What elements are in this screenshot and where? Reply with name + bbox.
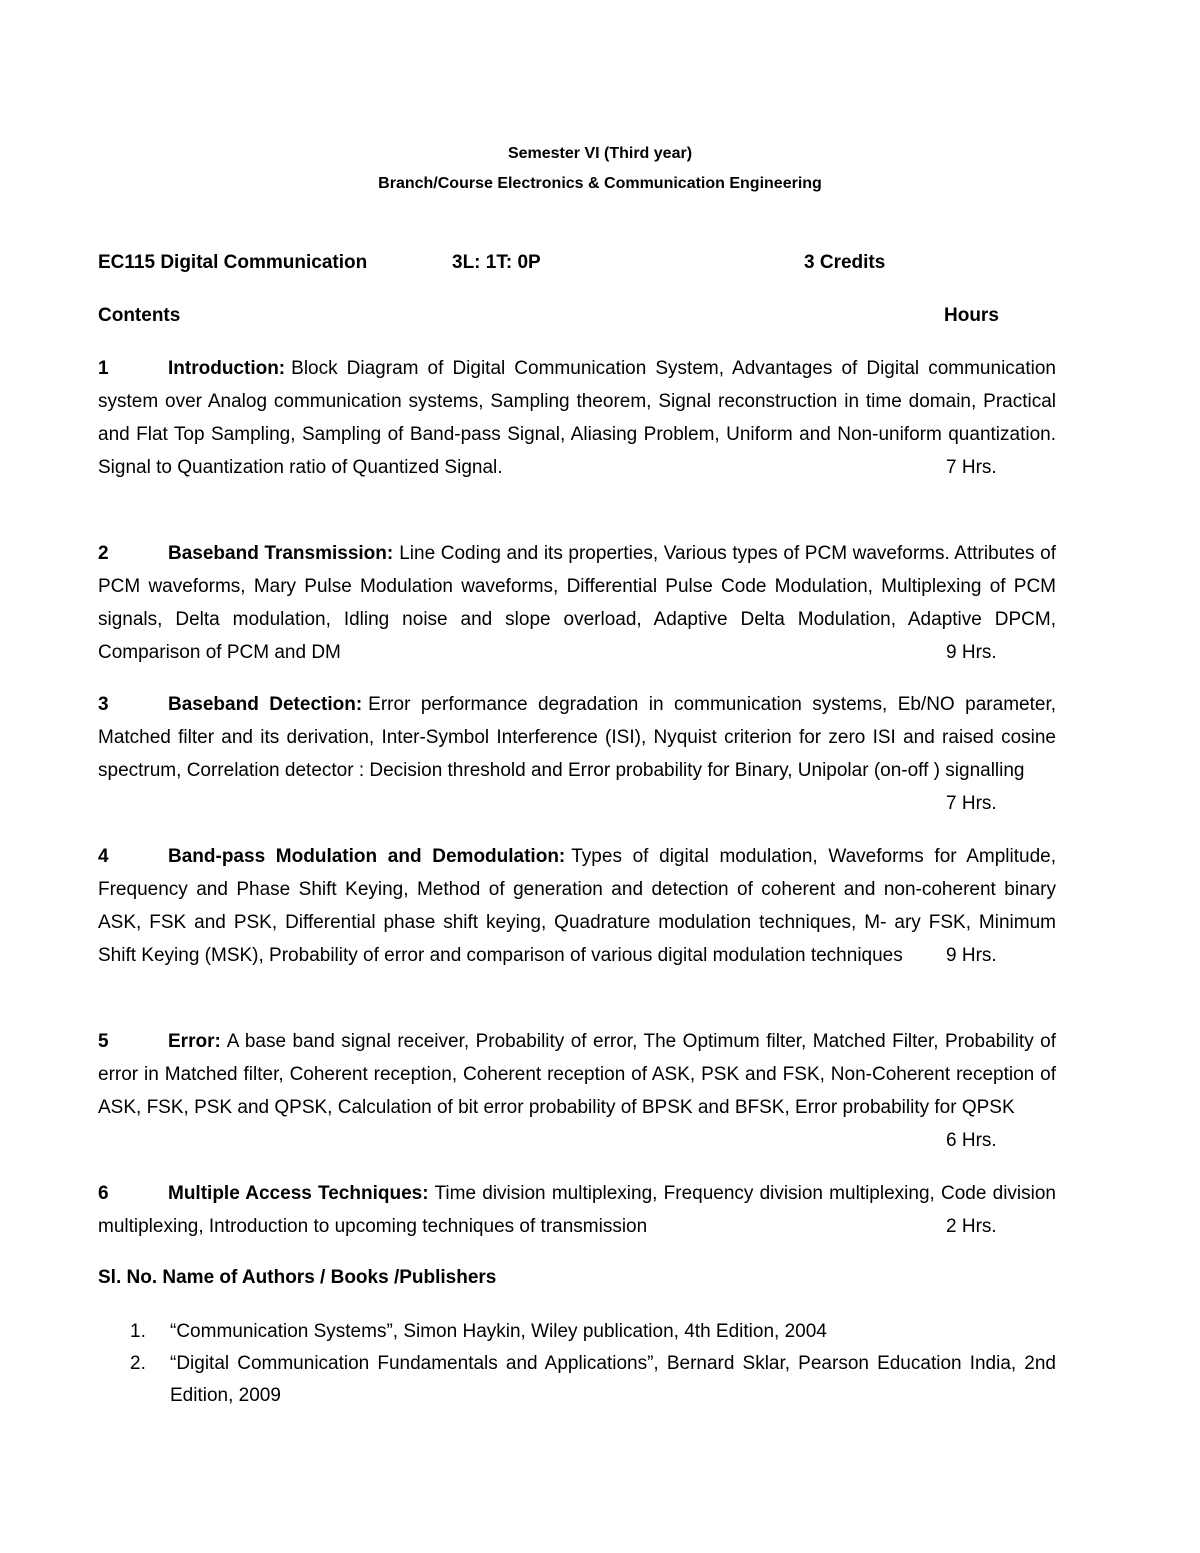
- unit-text: Block Diagram of Digital Communication System, Advantages of Digital communication system over Analog communication systems, Sampling theorem, Signal reconstruction in time domain, Practical and Flat Top Sampling, Sampling of Band-pass Signal, Aliasing Problem, Uniform and Non-uniform quantization. Signal to Quantization ratio of Quantized Signal.: [98, 358, 1056, 478]
- unit-1: [98, 352, 1056, 484]
- unit-number: 5: [98, 1031, 109, 1052]
- unit-heading: Error:: [168, 1031, 221, 1052]
- reference-number: 2.: [130, 1353, 146, 1374]
- reference-item: [130, 1316, 1056, 1348]
- unit-4: [98, 840, 1056, 972]
- course-ltp: 3L: 1T: 0P: [452, 252, 541, 273]
- semester-heading: Semester VI (Third year): [507, 145, 693, 162]
- unit-heading: Band-pass Modulation and Demodulation:: [168, 846, 566, 867]
- reference-text: “Digital Communication Fundamentals and Applications”, Bernard Sklar, Pearson Education India, 2nd Edition, 2009: [170, 1353, 1056, 1406]
- unit-heading: Baseband Transmission:: [168, 543, 394, 564]
- unit-3: [98, 688, 1056, 820]
- unit-number: 1: [98, 358, 109, 379]
- unit-hours: 2 Hrs.: [946, 1216, 997, 1237]
- branch-heading: Branch/Course Electronics & Communication Engineering: [378, 175, 822, 192]
- unit-hours: 9 Hrs.: [946, 945, 997, 966]
- reference-item: [130, 1348, 1056, 1412]
- unit-2: [98, 537, 1056, 669]
- hours-label: Hours: [944, 305, 999, 326]
- references-list: [130, 1316, 1056, 1412]
- unit-text: A base band signal receiver, Probability of error, The Optimum filter, Matched Filter, Probability of error in Matched filter, Coherent reception, Coherent reception of ASK, PSK and FSK, Non-Coherent reception of ASK, FSK, PSK and QPSK, Calculation of bit error probability of BPSK and BFSK, Error probability for QPSK: [98, 1031, 1056, 1118]
- unit-number: 3: [98, 694, 109, 715]
- unit-number: 6: [98, 1183, 109, 1204]
- contents-label: Contents: [98, 305, 181, 326]
- unit-heading: Multiple Access Techniques:: [168, 1183, 429, 1204]
- unit-hours: 6 Hrs.: [946, 1130, 997, 1151]
- course-credits: 3 Credits: [804, 252, 886, 273]
- unit-hours: 7 Hrs.: [946, 793, 997, 814]
- unit-text: Error performance degradation in communication systems, Eb/NO parameter, Matched filter and its derivation, Inter-Symbol Interference (ISI), Nyquist criterion for zero ISI and raised cosine spectrum, Correlation detector : Decision threshold and Error probability for Binary, Unipolar (on-off ) signalling: [98, 694, 1057, 781]
- unit-text: Line Coding and its properties, Various types of PCM waveforms. Attributes of PCM waveforms, Mary Pulse Modulation waveforms, Differential Pulse Code Modulation, Multiplexing of PCM signals, Delta modulation, Idling noise and slope overload, Adaptive Delta Modulation, Adaptive DPCM, Comparison of PCM and DM: [98, 543, 1056, 663]
- references-heading: Sl. No. Name of Authors / Books /Publishers: [98, 1267, 497, 1288]
- unit-number: 2: [98, 543, 109, 564]
- reference-number: 1.: [130, 1321, 146, 1342]
- reference-text: “Communication Systems”, Simon Haykin, Wiley publication, 4th Edition, 2004: [170, 1321, 827, 1342]
- unit-number: 4: [98, 846, 109, 867]
- unit-5: [98, 1025, 1056, 1157]
- unit-text: Types of digital modulation, Waveforms for Amplitude, Frequency and Phase Shift Keying, Method of generation and detection of coherent and non-coherent binary ASK, FSK and PSK, Differential phase shift keying, Quadrature modulation techniques, M- ary FSK, Minimum Shift Keying (MSK), Probability of error and comparison of various digital modulation techniques: [98, 846, 1056, 966]
- unit-hours: 9 Hrs.: [946, 642, 997, 663]
- course-code-title: EC115 Digital Communication: [98, 252, 368, 273]
- unit-text: Time division multiplexing, Frequency division multiplexing, Code division multiplexing, Introduction to upcoming techniques of transmission: [98, 1183, 1056, 1237]
- unit-hours: 7 Hrs.: [946, 457, 997, 478]
- unit-6: [98, 1177, 1056, 1243]
- unit-heading: Baseband Detection:: [168, 694, 363, 715]
- unit-heading: Introduction:: [168, 358, 286, 379]
